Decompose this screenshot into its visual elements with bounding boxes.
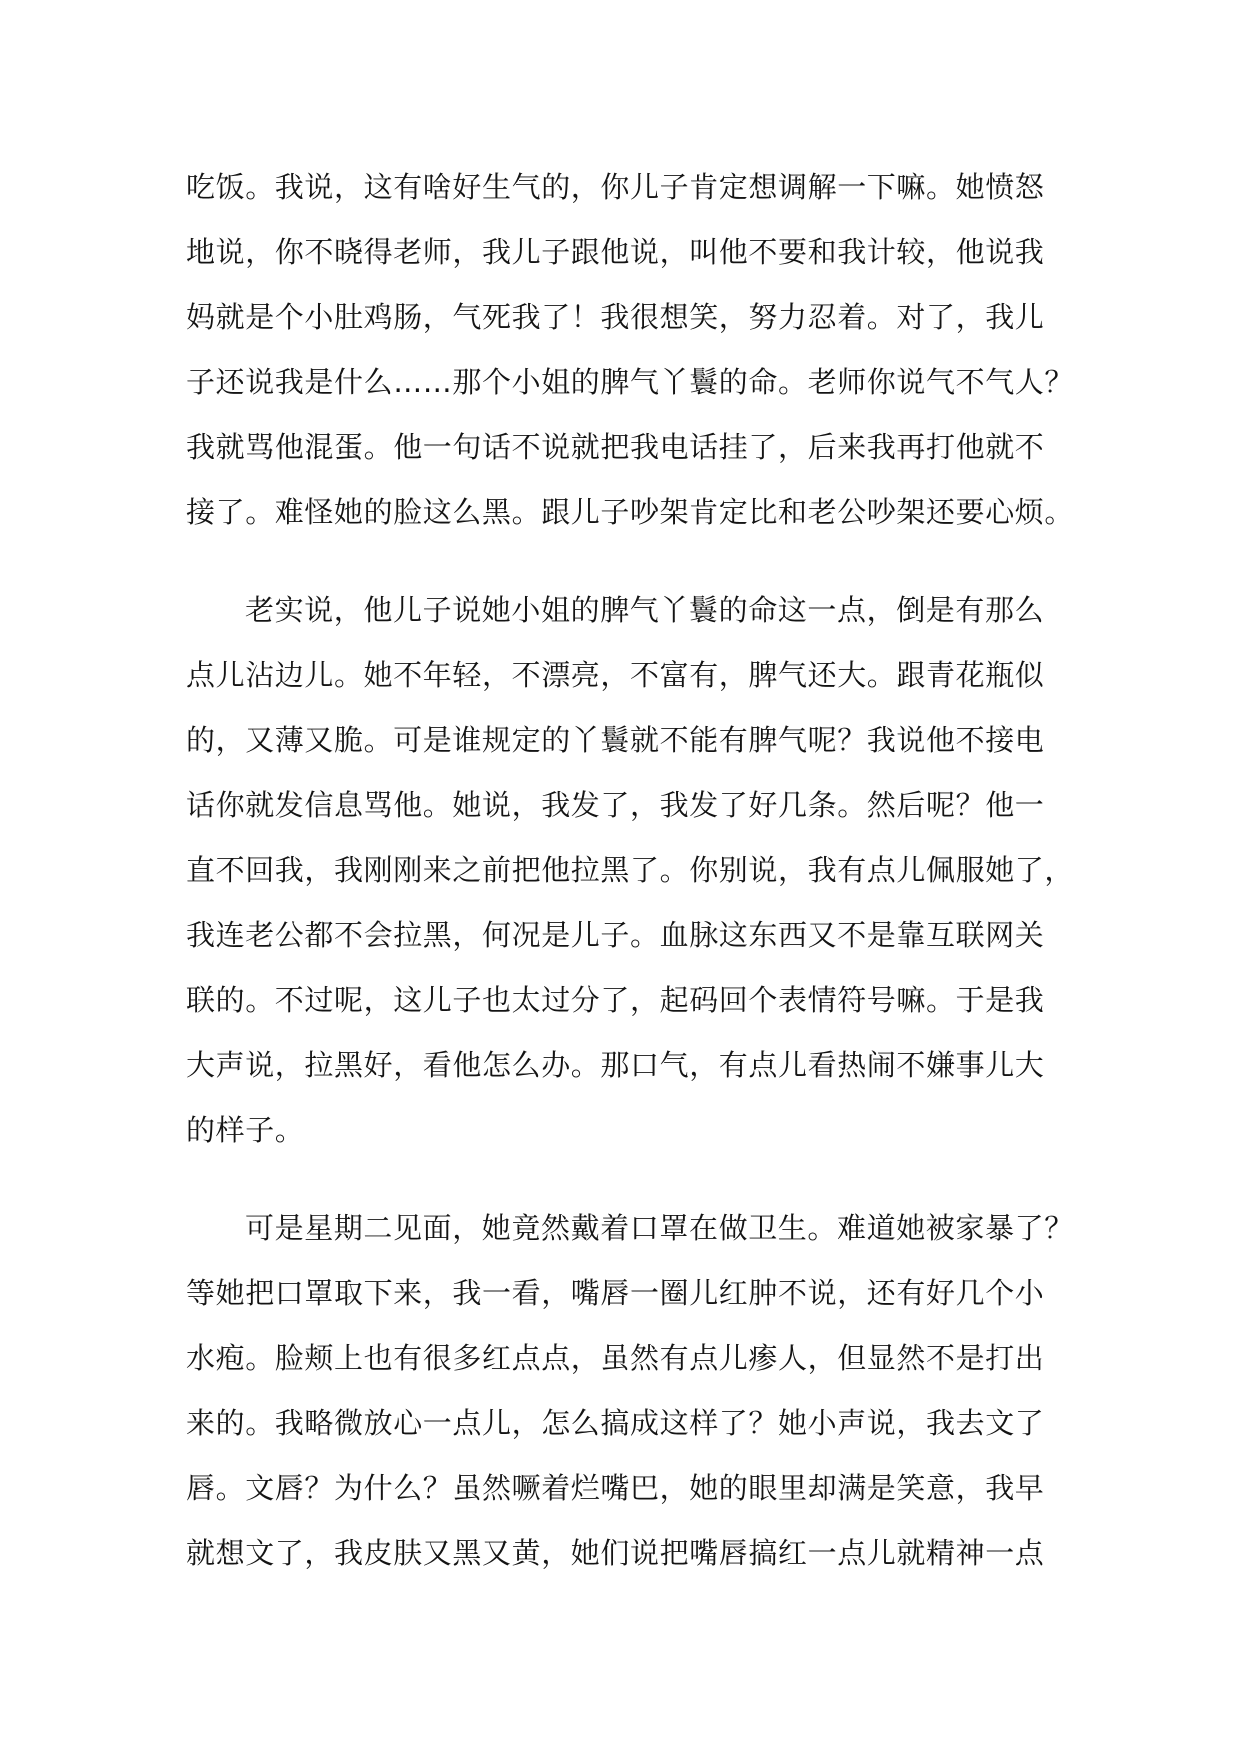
text-line: 妈就是个小肚鸡肠，气死我了！我很想笑，努力忍着。对了，我儿	[186, 300, 1045, 334]
text-line: 接了。难怪她的脸这么黑。跟儿子吵架肯定比和老公吵架还要心烦。	[186, 495, 1075, 529]
text-line: 点儿沾边儿。她不年轻，不漂亮，不富有，脾气还大。跟青花瓶似	[186, 658, 1045, 692]
text-line: 子还说我是什么……那个小姐的脾气丫鬟的命。老师你说气不气人？	[186, 365, 1075, 399]
text-line: 我连老公都不会拉黑，何况是儿子。血脉这东西又不是靠互联网关	[186, 918, 1045, 952]
text-line: 我就骂他混蛋。他一句话不说就把我电话挂了，后来我再打他就不	[186, 430, 1045, 464]
text-line: 唇。文唇？为什么？虽然噘着烂嘴巴，她的眼里却满是笑意，我早	[186, 1471, 1045, 1505]
text-line: 可是星期二见面，她竟然戴着口罩在做卫生。难道她被家暴了？	[245, 1211, 1074, 1245]
text-line: 的，又薄又脆。可是谁规定的丫鬟就不能有脾气呢？我说他不接电	[186, 723, 1045, 757]
paragraph	[186, 1196, 1086, 1586]
paragraph	[186, 578, 1086, 1163]
text-line: 地说，你不晓得老师，我儿子跟他说，叫他不要和我计较，他说我	[186, 235, 1045, 269]
text-line: 吃饭。我说，这有啥好生气的，你儿子肯定想调解一下嘛。她愤怒	[186, 170, 1045, 204]
body-text	[186, 155, 1086, 1619]
text-line: 的样子。	[186, 1113, 305, 1147]
paragraph	[186, 155, 1086, 545]
text-line: 就想文了，我皮肤又黑又黄，她们说把嘴唇搞红一点儿就精神一点	[186, 1536, 1045, 1570]
text-line: 话你就发信息骂他。她说，我发了，我发了好几条。然后呢？他一	[186, 788, 1045, 822]
text-line: 直不回我，我刚刚来之前把他拉黑了。你别说，我有点儿佩服她了，	[186, 853, 1075, 887]
text-line: 联的。不过呢，这儿子也太过分了，起码回个表情符号嘛。于是我	[186, 983, 1045, 1017]
text-line: 水疱。脸颊上也有很多红点点，虽然有点儿瘆人，但显然不是打出	[186, 1341, 1045, 1375]
text-line: 大声说，拉黑好，看他怎么办。那口气，有点儿看热闹不嫌事儿大	[186, 1048, 1045, 1082]
text-line: 等她把口罩取下来，我一看，嘴唇一圈儿红肿不说，还有好几个小	[186, 1276, 1045, 1310]
text-line: 老实说，他儿子说她小姐的脾气丫鬟的命这一点，倒是有那么	[245, 593, 1045, 627]
text-line: 来的。我略微放心一点儿，怎么搞成这样了？她小声说，我去文了	[186, 1406, 1045, 1440]
